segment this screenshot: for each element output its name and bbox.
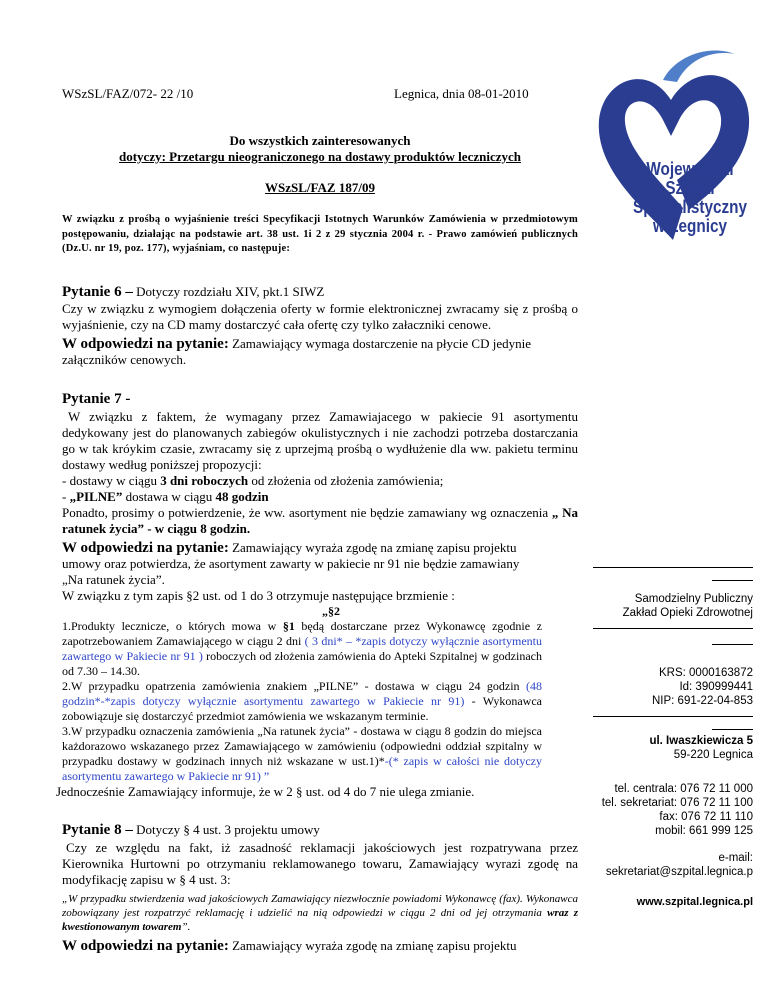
question-body: Czy ze względu na fakt, iż zasadność reklamacji jakościowych jest rozpatrywana przez Kierownika Hurtowni po otrzymaniu reklamowanego towaru, Zamawiający wyrazi zgodę na modyfikację zapisu w § 4 ust. 3: [62,840,578,887]
answer-label: W odpowiedzi na pytanie: [62,938,229,954]
answer-label: W odpowiedzi na pytanie: [62,540,229,556]
case-number: WSzSL/FAZ 187/09 [265,180,375,195]
organization-info: Samodzielny Publiczny Zakład Opieki Zdrowotnej [622,593,753,619]
clause-2: 2.W przypadku opatrzenia zamówienia znakiem „PILNE” - dostawa w ciągu 24 godzin (48 godzin*-*zapis dotyczy wyłącznie asortymentu zawartego w Pakiecie nr 91) - Wykonawca zobowiązuje się dostarczyć przedmiot zamówienia we wskazanym terminie. [62,679,542,723]
clause-3: 3.W przypadku oznaczenia zamówienia „Na ratunek życia” - dostawa w ciągu 8 godzin do miejsca każdorazowo wskazanego przez Zamawiającego w zamówieniu (odpowiedni oddział szpitalny w przypadku dostawy w godzinach innych niż wskazane w ust.1)*-(* zapis w całości nie dotyczy asortymentu zawartego w Pakiecie nr 91) ” [62,724,543,783]
website-link[interactable]: www.szpital.legnica.pl [636,896,753,908]
proposed-clause: „W przypadku stwierdzenia wad jakościowych Zamawiający niezwłocznie powiadomi Wykonawcę (fax). Wykonawca zobowiązany jest rozpatrzyć reklamację i udzielić na nią odpowiedzi w ciągu 2 dni od jej otrzymania wraz z kwestionowanym towarem”. [62,893,578,933]
answer-label: W odpowiedzi na pytanie: [62,336,229,352]
address: ul. Iwaszkiewicza 5 59-220 Legnica [649,735,753,761]
question-8 [62,822,578,954]
answer-continuation: W związku z tym zapis §2 ust. od 1 do 3 otrzymuje następujące brzmienie : [62,588,455,603]
addressee [60,133,580,165]
email-link[interactable]: sekretariat@szpital.legnica.p [605,866,753,878]
answer-text: Zamawiający wyraża zgodę na zmianę zapisu projektu [228,938,517,953]
question-6 [62,284,578,368]
intro-paragraph: W związku z prośbą o wyjaśnienie treści Specyfikacji Istotnych Warunków Zamówienia w przedmiotowym postępowaniu, działając na podstawie art. 38 ust. 1i 2 z 29 stycznia 2004 r. - Prawo zamówień publicznych (Dz.U. nr 19, poz. 177), wyjaśniam, co następuje: [62,214,578,254]
question-title: Pytanie 7 - [62,391,131,407]
proposal-item: - „PILNE” dostawa w ciągu 48 godzin [62,489,269,504]
question-7 [56,390,578,800]
final-note: Jednocześnie Zamawiający informuje, że w 2 § ust. od 4 do 7 nie ulega zmianie. [56,784,475,799]
logo-text: Wojewódzki Szpital Specjalistyczny w Legnicy [633,159,747,236]
document-reference: WSzSL/FAZ/072- 22 /10 [62,86,194,101]
place-date: Legnica, dnia 08-01-2010 [394,86,529,101]
subject-line: dotyczy: Przetargu nieograniczonego na dostawy produktów leczniczych [119,149,521,164]
proposal-item: - dostawy w ciągu 3 dni roboczych od złożenia od złożenia zamówienia; [62,473,444,488]
clause-1: 1.Produkty lecznicze, o których mowa w §1 będą dostarczane przez Wykonawcę zgodnie z zapotrzebowaniem Zamawiającego w ciągu 2 dni ( 3 dni* – *zapis dotyczy wyłącznie asortymentu zawartego w Pakiecie nr 91 ) roboczych od złożenia zamówienia do Apteki Szpitalnej w godzinach od 7.30 – 14.30. [62,619,543,678]
addressee-line: Do wszystkich zainteresowanych [229,133,411,148]
section-number: „§2 [322,604,340,618]
question-body: W związku z faktem, że wymagany przez Zamawiajacego w pakiecie 91 asortymentu dedykowany jest do planowanych zabiegów okulistycznych i nie zachodzi potrzeba dostarczania go w tak króykim czasie, zwracamy się z uprzejmą prośbą o wydłużenie dla ww. pakietu terminu dostawy według poniższej propozycji: [62,409,578,472]
confirmation-request: Ponadto, prosimy o potwierdzenie, że ww. asortyment nie będzie zamawiany wg oznaczenia „ Na ratunek życia” - w ciągu 8 godzin. [62,505,578,536]
question-subject: Dotyczy § 4 ust. 3 projektu umowy [132,822,320,837]
question-title: Pytanie 6 – [62,284,133,300]
question-body: Czy w związku z wymogiem dołączenia oferty w formie elektronicznej zwracamy się z prośbą o wyjaśnienie, czy na CD mamy dostarczyć cała ofertę czy tylko załaczniki cenowe. [62,301,578,332]
registration-info: KRS: 0000163872 Id: 390999441 NIP: 691-22-04-853 [651,667,753,707]
question-title: Pytanie 8 – [62,822,133,838]
answer-text: Zamawiający wymaga dostarczenie na płycie CD jedynie załączników cenowych. [62,336,531,367]
question-subject: Dotyczy rozdziału XIV, pkt.1 SIWZ [132,284,325,299]
answer [62,540,532,588]
contact-email: e-mail: sekretariat@szpital.legnica.p [575,851,753,879]
contact-phones: tel. centrala: 076 72 11 000 tel. sekretariat: 076 72 11 100 fax: 076 72 11 110 mobil: 661 999 125 [601,783,753,837]
answer-text: Zamawiający wyraża zgodę na zmianę zapisu projektu umowy oraz potwierdza, że asortyment zawarty w pakiecie nr 91 nie będzie zamawiany „Na ratunek życia”. [62,540,520,587]
